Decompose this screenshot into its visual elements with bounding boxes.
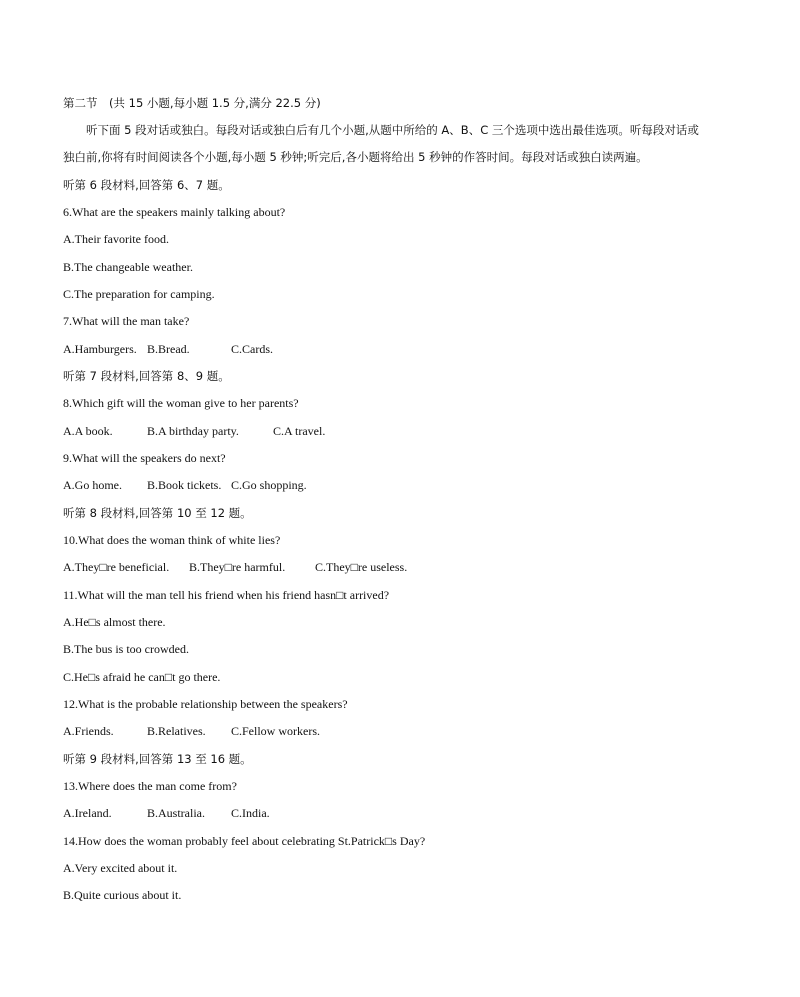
question-10-option-b: B.They□re harmful. [189, 560, 286, 574]
question-14-option-b: B.Quite curious about it. [63, 888, 182, 902]
material-6-intro: 听第 6 段材料,回答第 6、7 题。 [63, 178, 230, 192]
question-6: 6.What are the speakers mainly talking about? [63, 205, 286, 219]
question-7-option-c: C.Cards. [231, 342, 273, 356]
question-11-option-a: A.He□s almost there. [63, 615, 166, 629]
question-6-option-c: C.The preparation for camping. [63, 287, 215, 301]
section-heading: 第二节 (共 15 小题,每小题 1.5 分,满分 22.5 分) [63, 96, 321, 110]
question-8: 8.Which gift will the woman give to her parents? [63, 396, 299, 410]
material-8-intro: 听第 8 段材料,回答第 10 至 12 题。 [63, 506, 252, 520]
material-9-intro: 听第 9 段材料,回答第 13 至 16 题。 [63, 752, 252, 766]
question-13-option-b: B.Australia. [147, 806, 205, 820]
question-13-option-c: C.India. [231, 806, 270, 820]
instruction-line-1: 听下面 5 段对话或独白。每段对话或独白后有几个小题,从题中所给的 A、B、C 三个选项中选出最佳选项。听每段对话或 [86, 123, 699, 137]
question-10: 10.What does the woman think of white lies? [63, 533, 281, 547]
question-12-option-b: B.Relatives. [147, 724, 206, 738]
question-7-options [63, 341, 273, 357]
question-9-option-b: B.Book tickets. [147, 478, 222, 492]
question-6-option-b: B.The changeable weather. [63, 260, 193, 274]
question-11-option-c: C.He□s afraid he can□t go there. [63, 670, 221, 684]
question-8-options [63, 423, 325, 439]
question-10-option-c: C.They□re useless. [315, 560, 408, 574]
question-7-option-b: B.Bread. [147, 342, 190, 356]
question-6-option-a: A.Their favorite food. [63, 232, 169, 246]
question-13-options [63, 805, 270, 821]
question-9-option-a: A.Go home. [63, 478, 122, 492]
question-14: 14.How does the woman probably feel about celebrating St.Patrick□s Day? [63, 834, 426, 848]
question-9-options [63, 477, 307, 493]
question-9-option-c: C.Go shopping. [231, 478, 307, 492]
question-12-option-a: A.Friends. [63, 724, 114, 738]
question-12-options [63, 723, 320, 739]
material-7-intro: 听第 7 段材料,回答第 8、9 题。 [63, 369, 230, 383]
question-14-option-a: A.Very excited about it. [63, 861, 178, 875]
question-7: 7.What will the man take? [63, 314, 190, 328]
question-13-option-a: A.Ireland. [63, 806, 112, 820]
question-13: 13.Where does the man come from? [63, 779, 237, 793]
question-8-option-a: A.A book. [63, 424, 113, 438]
question-8-option-c: C.A travel. [273, 424, 326, 438]
question-8-option-b: B.A birthday party. [147, 424, 239, 438]
question-11-option-b: B.The bus is too crowded. [63, 642, 189, 656]
question-9: 9.What will the speakers do next? [63, 451, 226, 465]
question-12-option-c: C.Fellow workers. [231, 724, 320, 738]
question-12: 12.What is the probable relationship between the speakers? [63, 697, 348, 711]
question-11: 11.What will the man tell his friend when his friend hasn□t arrived? [63, 588, 390, 602]
question-7-option-a: A.Hamburgers. [63, 342, 137, 356]
question-10-options [63, 559, 407, 575]
question-10-option-a: A.They□re beneficial. [63, 560, 170, 574]
instruction-line-2: 独白前,你将有时间阅读各个小题,每小题 5 秒钟;听完后,各小题将给出 5 秒钟的作答时间。每段对话或独白读两遍。 [63, 150, 648, 164]
